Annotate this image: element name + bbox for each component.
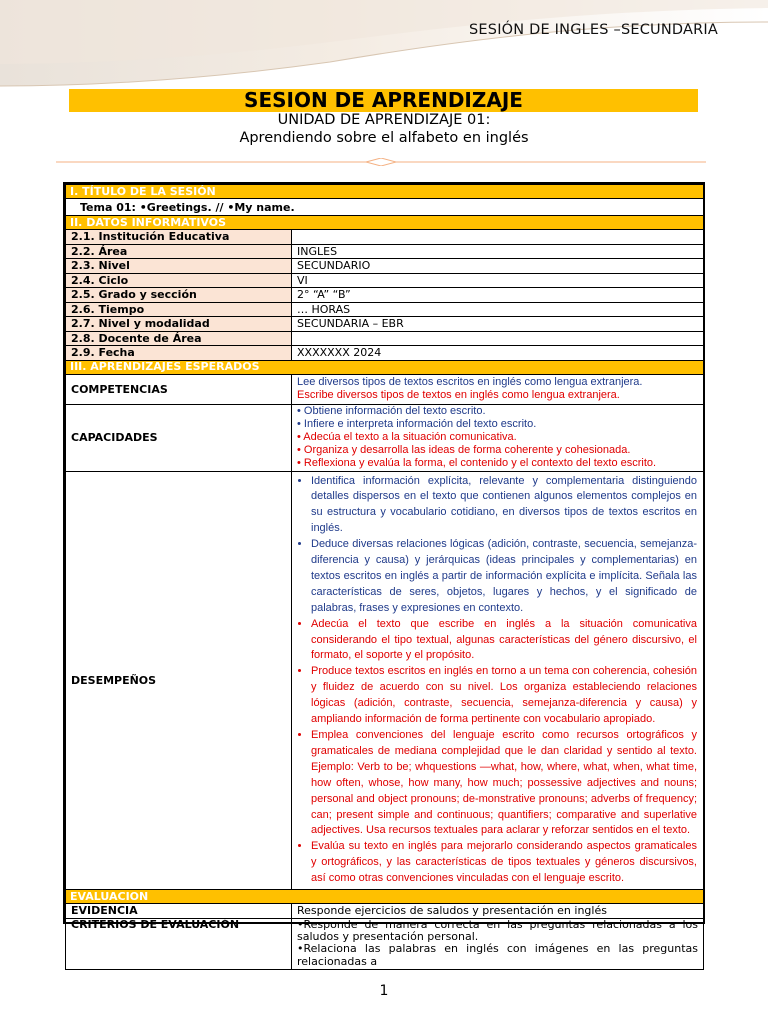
datos-label: 2.2. Área: [66, 244, 292, 259]
page-title: SESION DE APRENDIZAJE: [69, 89, 698, 112]
section-aprendizajes-header: III. APRENDIZAJES ESPERADOS: [66, 360, 704, 374]
desempeno-item: • Identifica información explícita, relevante y complementaria distinguiendo detalles dispersos en el texto que contienen algunos elementos complejos en su estructura y vocabulario cotidiano, en diversos tipos de textos escritos en inglés.: [311, 474, 697, 538]
capacidad-item: • Organiza y desarrolla las ideas de forma coherente y cohesionada.: [297, 444, 631, 456]
table-row: [66, 259, 704, 274]
competencia-item: Escribe diversos tipos de textos en inglés como lengua extranjera.: [297, 389, 620, 401]
desempeno-item: • Adecúa el texto que escribe en inglés a la situación comunicativa considerando el tipo textual, algunas características del género discursivo, el formato, el soporte y el propósito.: [311, 617, 697, 665]
table-row: [66, 346, 704, 361]
evidencia-value: Responde ejercicios de saludos y presentación en inglés: [292, 904, 704, 919]
criterio-item: •Relaciona las palabras en inglés con imágenes en las preguntas relacionadas a: [297, 942, 698, 968]
desempenos-label: DESEMPEÑOS: [66, 471, 292, 890]
datos-value: XXXXXXX 2024: [292, 346, 704, 361]
capacidades-row: [66, 404, 704, 471]
table-row: [66, 273, 704, 288]
datos-value: [292, 230, 704, 245]
datos-label: 2.9. Fecha: [66, 346, 292, 361]
table-row: [66, 288, 704, 303]
section-title-header: I. TÍTULO DE LA SESIÓN: [66, 185, 704, 199]
criterios-row: [66, 918, 704, 970]
desempenos-row: [66, 471, 704, 890]
datos-label: 2.4. Ciclo: [66, 273, 292, 288]
unit-heading: UNIDAD DE APRENDIZAJE 01:: [277, 112, 491, 128]
section-datos-header: II. DATOS INFORMATIVOS: [66, 216, 704, 230]
capacidad-item: • Obtiene información del texto escrito.: [297, 405, 486, 417]
competencias-label: COMPETENCIAS: [66, 374, 292, 404]
capacidad-item: • Adecúa el texto a la situación comunicativa.: [297, 431, 517, 443]
datos-value: VI: [292, 273, 704, 288]
datos-value: [292, 331, 704, 346]
criterios-label: CRITERIOS DE EVALUACIÓN: [66, 918, 292, 970]
datos-label: 2.8. Docente de Área: [66, 331, 292, 346]
datos-label: 2.3. Nivel: [66, 259, 292, 274]
capacidades-label: CAPACIDADES: [66, 404, 292, 471]
datos-value: … HORAS: [292, 302, 704, 317]
criterio-item: •Responde de manera correcta en las preguntas relacionadas a los saludos y presentación personal.: [297, 917, 698, 943]
desempeno-item: • Emplea convenciones del lenguaje escrito como recursos ortográficos y gramaticales de mediana complejidad que le dan claridad y sentido al texto. Ejemplo: Verb to be; whquestions —what, how, where, what, when, what time, how often, whose, how many, how much; possessive adjectives and nouns; personal and object pronouns; de-monstrative pronouns; adverbs of frequency; can; present simple and continuous; quantifiers; comparative and superlative adjectives. Usa recursos textuales para aclarar y reforzar sentidos en el texto.: [311, 728, 697, 839]
datos-label: 2.6. Tiempo: [66, 302, 292, 317]
desempeno-item: • Evalúa su texto en inglés para mejorarlo considerando aspectos gramaticales y ortográficos, y las características de tipos textuales y géneros discursivos, así como otras convenciones vinculadas con el lenguaje escrito.: [311, 839, 697, 887]
datos-label: 2.5. Grado y sección: [66, 288, 292, 303]
competencia-item: Lee diversos tipos de textos escritos en inglés como lengua extranjera.: [297, 376, 643, 388]
datos-value: INGLES: [292, 244, 704, 259]
desempeno-item: • Produce textos escritos en inglés en torno a un tema con coherencia, cohesión y fluidez de acuerdo con su nivel. Los organiza estableciendo relaciones lógicas (adición, contraste, secuencia, semejanza-diferencia y causa) y ampliando información de forma pertinente con vocabulario apropiado.: [311, 664, 697, 728]
table-row: [66, 331, 704, 346]
competencias-row: [66, 374, 704, 404]
header-text: SESIÓN DE INGLES –SECUNDARIA: [469, 22, 718, 38]
decorative-divider: [56, 158, 706, 166]
tema-text: Tema 01: •Greetings. // •My name.: [66, 199, 704, 216]
capacidad-item: • Infiere e interpreta información del texto escrito.: [297, 418, 537, 430]
datos-value: SECUNDARIA – EBR: [292, 317, 704, 332]
section-evaluacion-header: EVALUACION: [66, 890, 704, 904]
header-swoosh-decoration: [0, 0, 768, 90]
desempeno-item: • Deduce diversas relaciones lógicas (adición, contraste, secuencia, semejanza-diferencia y causa) y jerárquicas (ideas principales y complementarias) en textos escritos en inglés a partir de información explícita e implícita. Señala las características de seres, objetos, lugares y hechos, y el significado de palabras, frases y expresiones en contexto.: [311, 537, 697, 617]
table-row: [66, 317, 704, 332]
session-table: [65, 184, 704, 970]
datos-label: 2.7. Nivel y modalidad: [66, 317, 292, 332]
table-row: [66, 302, 704, 317]
datos-label: 2.1. Institución Educativa: [66, 230, 292, 245]
evidencia-label: EVIDENCIA: [66, 904, 292, 919]
page-number: 1: [379, 983, 389, 999]
evidencia-row: [66, 904, 704, 919]
table-row: [66, 230, 704, 245]
capacidad-item: • Reflexiona y evalúa la forma, el contenido y el contexto del texto escrito.: [297, 457, 657, 469]
datos-value: SECUNDARIO: [292, 259, 704, 274]
table-row: [66, 244, 704, 259]
datos-value: 2° “A” “B”: [292, 288, 704, 303]
unit-subtitle: Aprendiendo sobre el alfabeto en inglés: [239, 130, 529, 146]
